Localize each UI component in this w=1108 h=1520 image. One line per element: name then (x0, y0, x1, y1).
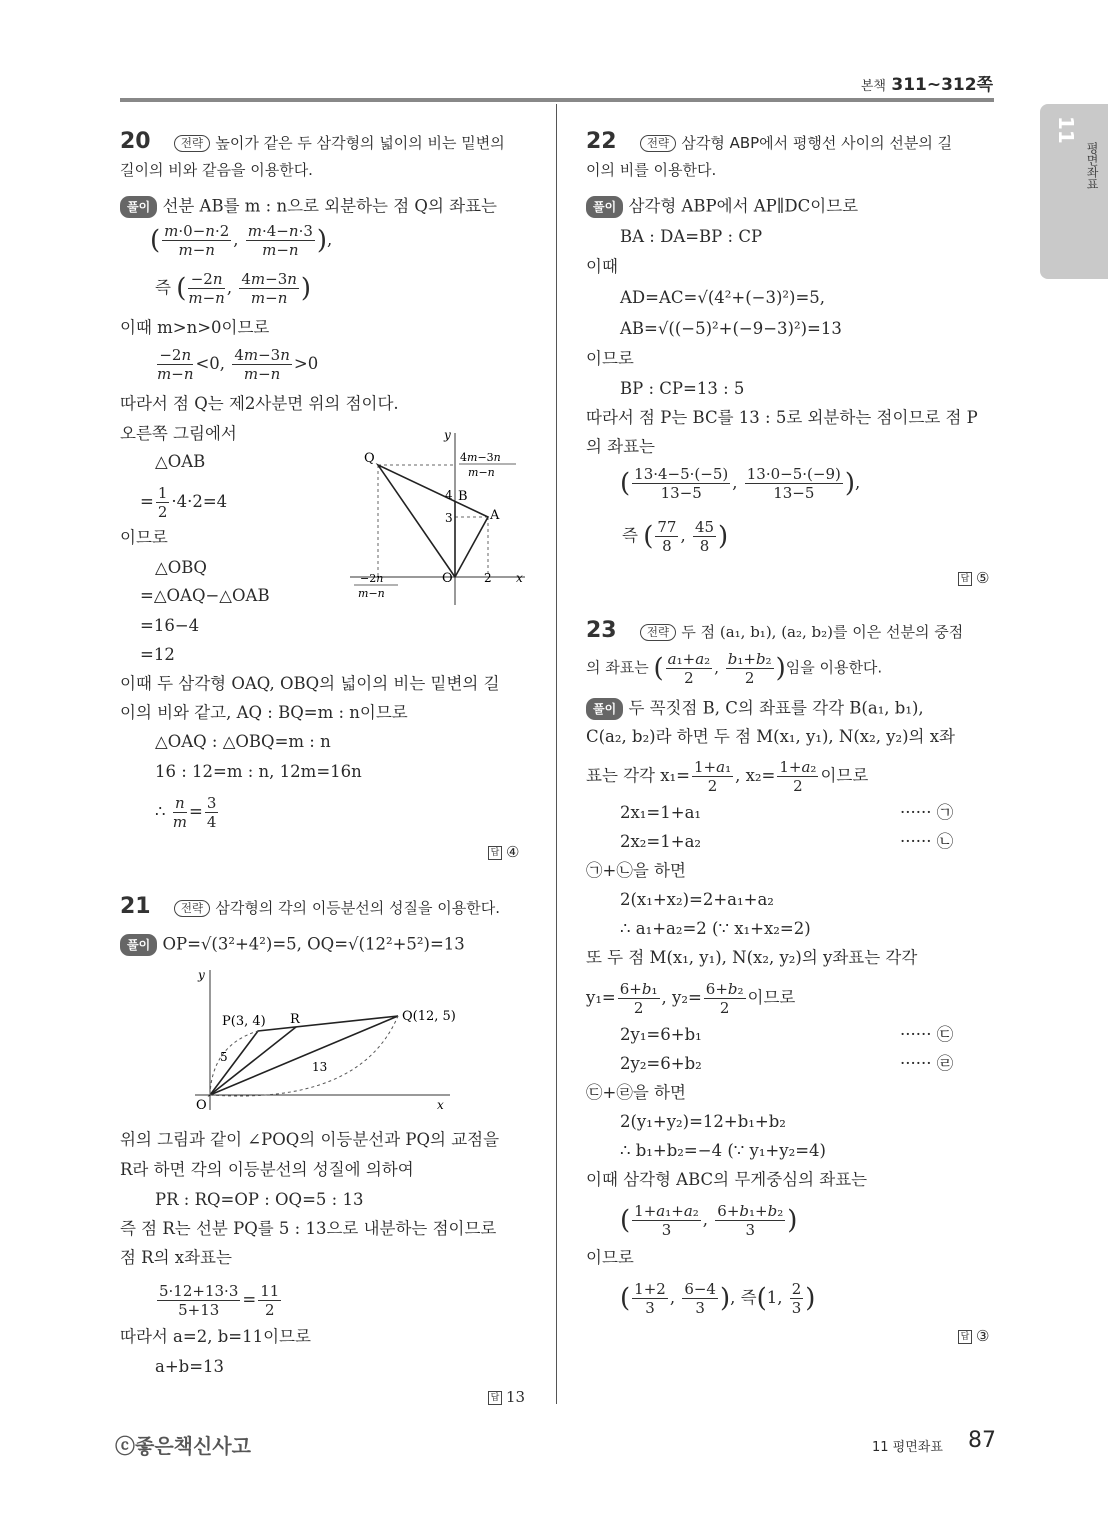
graph-problem-21 (190, 965, 480, 1115)
strategy-badge: 전략 (640, 135, 676, 152)
answer-badge: 답 (488, 1391, 502, 1405)
text: 따라서 점 Q는 제2사분면 위의 점이다. (120, 394, 399, 413)
point-a-label: A (490, 508, 500, 523)
text: 의 좌표는 (586, 658, 649, 677)
solution-badge: 풀이 (120, 196, 157, 218)
answer (488, 1388, 525, 1406)
text: ∴ b₁+b₂=−4 (∵ y₁+y₂=4) (620, 1141, 826, 1160)
text: , y₂= (661, 988, 702, 1007)
text: 즉 (740, 1288, 757, 1307)
page-number: 87 (968, 1428, 996, 1453)
triangle-oaq (378, 465, 488, 577)
text: BP : CP=13 : 5 (620, 379, 745, 398)
strategy-text-2: 의 좌표는 ( $\frac{\text{a₁+a₂}}{2}$ , $\frac{\text{b₁+b₂}}{2}$ )임을 이용한다. (586, 650, 883, 687)
text: ㉠+㉡을 하면 (586, 861, 686, 880)
text: 이므로 (120, 528, 168, 547)
solution-badge: 풀이 (120, 934, 157, 956)
origin-label: O (442, 571, 453, 586)
solution-line (586, 196, 858, 218)
strategy-text: 두 점 (a₁, b₁), (a₂, b₂)를 이은 선분의 중점 (681, 623, 964, 641)
y-label-frac-num: 4m−3n (460, 451, 501, 464)
answer-badge: 답 (488, 846, 502, 860)
text: 오른쪽 그림에서 (120, 424, 237, 443)
text: =△OAQ−△OAB (140, 586, 270, 605)
y-axis-label: y (444, 428, 451, 442)
problem-number: 22 (586, 129, 617, 154)
formula-sign: $\frac{-2n}{m-n}$ <0, $\frac{4m-3n}{m-n}$ >0 (157, 346, 319, 383)
text: 위의 그림과 같이 ∠POQ의 이등분선과 PQ의 교점을 (120, 1130, 500, 1149)
formula-x-mid: 표는 각각 x₁= $\frac{\text{1+a₁}}{2}$ , x₂= $\frac{\text{1+a₂}}{2}$ 이므로 (586, 758, 869, 795)
text: 즉 점 R는 선분 PQ를 5 : 13으로 내분하는 점이므로 (120, 1219, 497, 1238)
problem-21-header (120, 894, 501, 919)
point-p-label: P(3, 4) (222, 1014, 266, 1029)
text: 2x₂=1+a₂ (620, 832, 702, 851)
strategy-badge: 전략 (174, 135, 210, 152)
text: 16 : 12=m : n, 12m=16n (155, 762, 362, 781)
text: 점 R의 x좌표는 (120, 1248, 232, 1267)
text: PR : RQ=OP : OQ=5 : 13 (155, 1190, 364, 1209)
text: △OAB (155, 452, 206, 471)
formula-ratio: ∴ $\frac{n}{m}$ = $\frac{3}{4}$ (155, 794, 217, 831)
solution-badge: 풀이 (586, 196, 623, 218)
text: 즉 (155, 278, 171, 297)
length-oq-label: 13 (312, 1060, 328, 1074)
text: AD=AC=√(4²+(−3)²)=5, (620, 288, 826, 307)
graph-problem-20 (340, 425, 540, 610)
text: △OBQ (155, 558, 207, 577)
text: 따라서 점 P는 BC를 13 : 5로 외분하는 점이므로 점 P (586, 408, 978, 427)
text: y₁= (586, 988, 616, 1007)
text: 이때 (586, 257, 618, 276)
text: 따라서 a=2, b=11이므로 (120, 1327, 311, 1346)
text: BA : DA=BP : CP (620, 227, 763, 246)
text: 이므로 (747, 988, 796, 1007)
text: 의 좌표는 (586, 437, 656, 456)
answer (958, 569, 989, 587)
x-label-frac-den: m−n (358, 587, 385, 600)
side-tab-number: 11 (1054, 116, 1078, 144)
answer-value: ④ (506, 843, 520, 861)
formula-centroid-result: ( $\frac{1+2}{3}$ , $\frac{6-4}{3}$ ), 즉(1, $\frac{2}{3}$ ) (620, 1280, 816, 1317)
y-label-frac-den: m−n (468, 466, 495, 479)
strategy-text-2: 이의 비를 이용한다. (586, 161, 717, 179)
text: AB=√((−5)²+(−9−3)²)=13 (620, 319, 842, 338)
text: 삼각형 ABP에서 AP∥DC이므로 (628, 196, 859, 216)
text: △OAQ : △OBQ=m : n (155, 732, 331, 751)
x-label-frac-num: −2n (360, 572, 384, 585)
length-op-label: 5 (220, 1050, 228, 1064)
side-tab (1040, 104, 1108, 279)
formula-q-coordinate: ( $\frac{m\cdot 0-n\cdot 2}{m-n}$ , $\frac{m\cdot 4-n\cdot 3}{m-n}$ ), (150, 222, 333, 259)
text: OP=√(3²+4²)=5, OQ=√(12²+5²)=13 (162, 934, 465, 954)
text: a+b=13 (155, 1357, 225, 1376)
answer-badge: 답 (958, 1330, 972, 1344)
header-page-range: 311~312쪽 (891, 75, 993, 95)
text: 2y₁=6+b₁ (620, 1025, 702, 1044)
problem-23-header (586, 618, 964, 643)
answer-value: 13 (506, 1388, 526, 1406)
problem-number: 23 (586, 618, 617, 643)
answer-value: ③ (976, 1327, 990, 1345)
marker: ······ ㉢ (900, 1025, 954, 1044)
formula-y-mid: y₁= $\frac{\text{6+b₁}}{2}$ , y₂= $\frac{\text{6+b₂}}{2}$ 이므로 (586, 980, 796, 1017)
x-axis-label: x (437, 1098, 444, 1112)
text: 2x₁=1+a₁ (620, 803, 702, 822)
solution-line (586, 698, 924, 720)
answer (958, 1327, 989, 1345)
text: 이때 삼각형 ABC의 무게중심의 좌표는 (586, 1170, 868, 1189)
formula-r-x: $\frac{5\cdot 12+13\cdot 3}{5+13}$ = $\frac{11}{2}$ (159, 1282, 280, 1319)
answer-value: ⑤ (976, 569, 990, 587)
strategy-text: 삼각형의 각의 이등분선의 성질을 이용한다. (215, 899, 501, 917)
problem-22-header (586, 129, 953, 154)
text: 이의 비와 같고, AQ : BQ=m : n이므로 (120, 703, 408, 722)
strategy-badge: 전략 (640, 624, 676, 641)
strategy-text: 삼각형 ABP에서 평행선 사이의 선분의 길 (681, 134, 953, 152)
marker: ······ ㉣ (900, 1054, 954, 1073)
text: ∴ a₁+a₂=2 (∵ x₁+x₂=2) (620, 919, 811, 938)
solution-line (120, 196, 497, 218)
text: 임을 이용한다. (785, 658, 883, 677)
header-label: 본책 (860, 79, 886, 94)
text: 2(x₁+x₂)=2+a₁+a₂ (620, 890, 774, 909)
text: 이므로 (820, 766, 869, 785)
marker: ······ ㉡ (900, 832, 954, 851)
problem-20-header (120, 129, 505, 154)
text: 이므로 (586, 1248, 634, 1267)
x-axis-label: x (516, 571, 523, 585)
answer (488, 843, 519, 861)
text: , x₂= (735, 766, 776, 785)
formula-q-simplified: 즉 ( $\frac{-2n}{m-n}$ , $\frac{4m-3n}{m-n}$ ) (155, 270, 312, 307)
problem-number: 21 (120, 894, 151, 919)
strategy-text: 높이가 같은 두 삼각형의 넓이의 비는 밑변의 (215, 134, 505, 152)
text: 이때 두 삼각형 OAQ, OBQ의 넓이의 비는 밑변의 길 (120, 674, 500, 693)
text: R라 하면 각의 이등분선의 성질에 의하여 (120, 1160, 414, 1179)
strategy-badge: 전략 (174, 900, 210, 917)
text: 두 꼭짓점 B, C의 좌표를 각각 B(a₁, b₁), (628, 698, 924, 718)
formula-p-coordinate: ( $\frac{13\cdot 4-5\cdot(-5)}{13-5}$ , $\frac{13\cdot 0-5\cdot(-9)}{13-5}$ ), (620, 465, 861, 502)
side-tab-label: 평면좌표 (1085, 142, 1099, 190)
answer-badge: 답 (958, 572, 972, 586)
text: ∴ (155, 802, 166, 821)
y-axis-label: y (198, 968, 205, 982)
text: 즉 (622, 526, 638, 545)
text: ㉢+㉣을 하면 (586, 1083, 686, 1102)
text: 이므로 (586, 349, 634, 368)
formula-oab-area: = $\frac{1}{2}$ ·4·2=4 (140, 484, 228, 521)
formula-centroid: ( $\frac{\text{1+a₁+a₂}}{3}$ , $\frac{\text{6+b₁+b₂}}{3}$ ) (620, 1202, 798, 1239)
text: 2y₂=6+b₂ (620, 1054, 702, 1073)
tick-3: 3 (445, 511, 453, 525)
strategy-text-2: 길이의 비와 같음을 이용한다. (120, 161, 313, 179)
text: =12 (140, 645, 175, 664)
point-q-label: Q (364, 451, 375, 466)
marker: ······ ㉠ (900, 803, 954, 822)
solution-line (120, 934, 465, 956)
solution-badge: 풀이 (586, 698, 623, 720)
publisher-logo: ⓒ좋은책신사고 (115, 1434, 251, 1458)
point-q-label: Q(12, 5) (402, 1009, 456, 1024)
text: 이때 m>n>0이므로 (120, 318, 270, 337)
text: 표는 각각 x₁= (586, 766, 690, 785)
text: 또 두 점 M(x₁, y₁), N(x₂, y₂)의 y좌표는 각각 (586, 948, 918, 967)
origin-label: O (196, 1098, 207, 1113)
header-rule (120, 98, 994, 102)
tick-4: 4 (445, 488, 453, 502)
text: C(a₂, b₂)라 하면 두 점 M(x₁, y₁), N(x₂, y₂)의 x좌 (586, 727, 955, 746)
text: 2(y₁+y₂)=12+b₁+b₂ (620, 1112, 786, 1131)
point-b-label: B (458, 489, 468, 504)
point-r-label: R (290, 1012, 300, 1027)
footer-chapter: 11 평면좌표 (872, 1440, 943, 1455)
tick-2: 2 (484, 571, 492, 585)
text: =16−4 (140, 616, 200, 635)
formula-p-simplified: 즉 ( $\frac{77}{8}$ , $\frac{45}{8}$ ) (622, 518, 729, 555)
text: 선분 AB를 m : n으로 외분하는 점 Q의 좌표는 (162, 196, 497, 216)
column-divider (556, 104, 557, 1404)
problem-number: 20 (120, 129, 151, 154)
header-pages (861, 70, 993, 95)
